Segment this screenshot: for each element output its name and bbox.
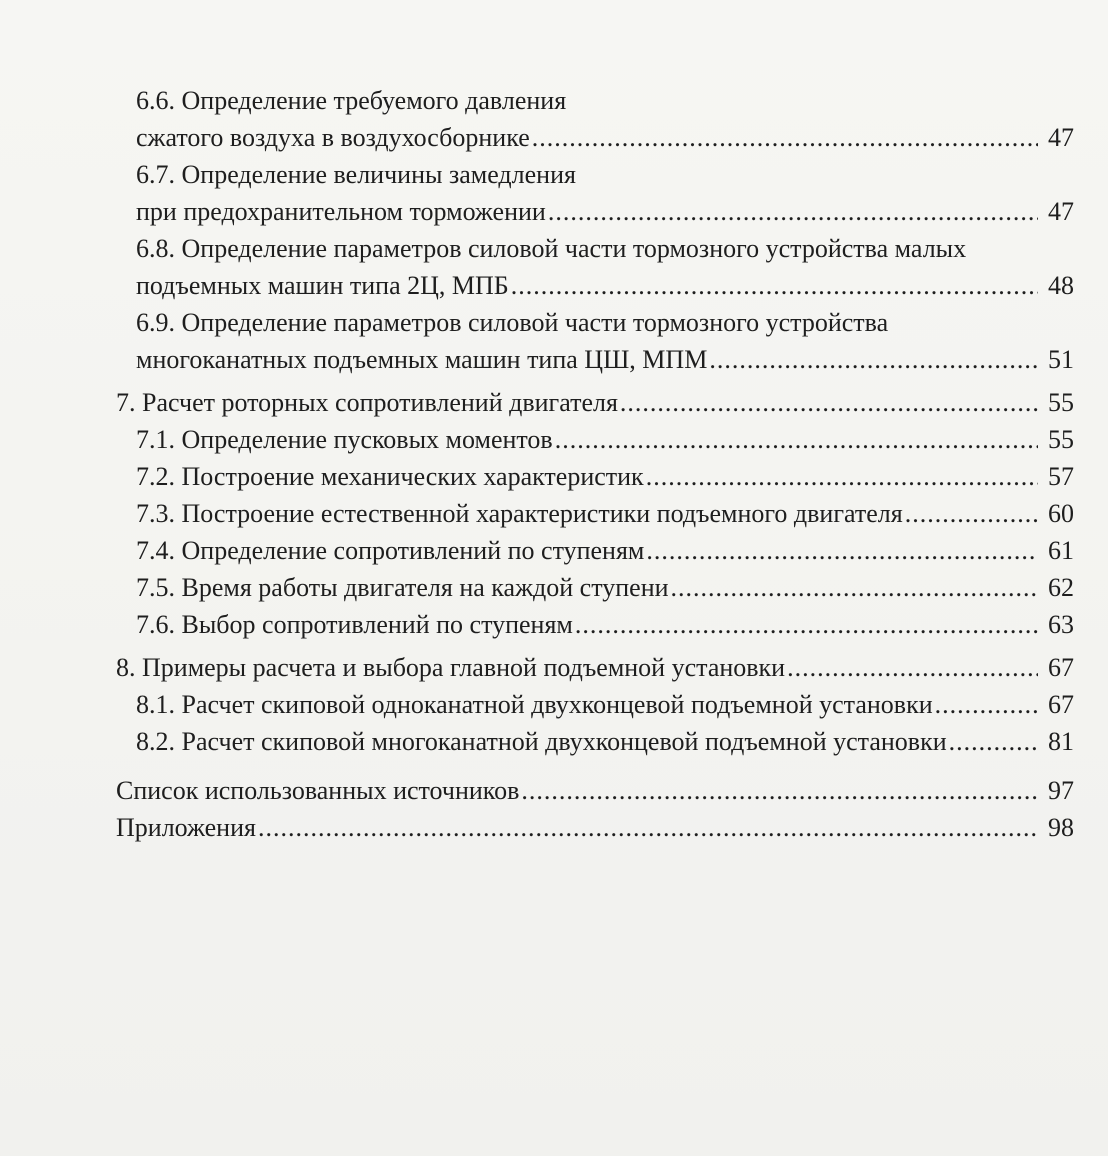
toc-page-number: 63	[1048, 610, 1074, 639]
toc-page-number: 81	[1048, 727, 1074, 756]
toc-entry-title: Список использованных источников	[116, 776, 520, 805]
toc-entry-title-line: 6.9. Определение параметров силовой части тормозного устройства	[136, 308, 889, 337]
toc-page-number: 67	[1048, 653, 1074, 682]
toc-entry-7-5	[110, 569, 1074, 606]
toc-entry-title: 7.1. Определение пусковых моментов	[136, 425, 553, 454]
toc-entry-8-2	[110, 723, 1074, 760]
toc-leader-dots	[555, 421, 1038, 458]
toc-entry-title: 7.2. Построение механических характеристик	[136, 462, 644, 491]
toc-page-number: 97	[1048, 776, 1074, 805]
toc-page-number: 61	[1048, 536, 1074, 565]
toc-page-number: 57	[1048, 462, 1074, 491]
toc-leader-dots	[620, 384, 1038, 421]
toc-entry-title: сжатого воздуха в воздухосборнике	[136, 123, 530, 152]
toc-entry-7-2	[110, 458, 1074, 495]
toc-leader-dots	[787, 649, 1038, 686]
toc-entry-sources	[110, 772, 1074, 809]
toc-leader-dots	[646, 458, 1038, 495]
toc-entry-6-7	[110, 156, 1074, 230]
toc-entry-title: при предохранительном торможении	[136, 197, 546, 226]
toc-page-number: 47	[1048, 197, 1074, 226]
toc-page-number: 98	[1048, 813, 1074, 842]
toc-leader-dots	[258, 809, 1038, 846]
toc-entry-title-line: 6.6. Определение требуемого давления	[136, 86, 567, 115]
toc-entry-6-9	[110, 304, 1074, 378]
toc-entry-7-4	[110, 532, 1074, 569]
toc-entry-title: 7. Расчет роторных сопротивлений двигателя	[116, 388, 618, 417]
toc-entry-title: 7.5. Время работы двигателя на каждой ступени	[136, 573, 669, 602]
toc-entry-title: многоканатных подъемных машин типа ЦШ, МПМ	[136, 345, 708, 374]
toc-leader-dots	[511, 267, 1038, 304]
toc-leader-dots	[575, 606, 1038, 643]
toc-page-number: 47	[1048, 123, 1074, 152]
toc-leader-dots	[935, 686, 1038, 723]
toc-leader-dots	[646, 532, 1038, 569]
toc-leader-dots	[709, 341, 1038, 378]
toc-leader-dots	[532, 119, 1038, 156]
toc-leader-dots	[949, 723, 1038, 760]
toc-entry-title: 8.1. Расчет скиповой одноканатной двухконцевой подъемной установки	[136, 690, 933, 719]
toc-entry-7	[110, 384, 1074, 421]
toc-page-number: 62	[1048, 573, 1074, 602]
toc-page-number: 55	[1048, 425, 1074, 454]
toc-page-number: 60	[1048, 499, 1074, 528]
toc-entry-title-line: 6.7. Определение величины замедления	[136, 160, 576, 189]
toc-entry-7-6	[110, 606, 1074, 643]
toc-entry-6-8	[110, 230, 1074, 304]
toc-leader-dots	[521, 772, 1038, 809]
table-of-contents	[110, 82, 1074, 846]
toc-entry-title: Приложения	[116, 813, 256, 842]
toc-entry-title: подъемных машин типа 2Ц, МПБ	[136, 271, 509, 300]
toc-entry-8-1	[110, 686, 1074, 723]
toc-entry-title-line: 6.8. Определение параметров силовой части тормозного устройства малых	[136, 234, 967, 263]
toc-entry-7-1	[110, 421, 1074, 458]
toc-leader-dots	[905, 495, 1038, 532]
toc-page-number: 48	[1048, 271, 1074, 300]
toc-entry-6-6	[110, 82, 1074, 156]
toc-entry-title: 7.6. Выбор сопротивлений по ступеням	[136, 610, 573, 639]
toc-entry-title: 8.2. Расчет скиповой многоканатной двухконцевой подъемной установки	[136, 727, 947, 756]
toc-entry-title: 7.3. Построение естественной характеристики подъемного двигателя	[136, 499, 903, 528]
toc-entry-title: 7.4. Определение сопротивлений по ступеням	[136, 536, 645, 565]
toc-entry-title: 8. Примеры расчета и выбора главной подъемной установки	[116, 653, 786, 682]
toc-leader-dots	[671, 569, 1038, 606]
toc-page-number: 67	[1048, 690, 1074, 719]
toc-page-number: 51	[1048, 345, 1074, 374]
toc-page-number: 55	[1048, 388, 1074, 417]
toc-leader-dots	[548, 193, 1038, 230]
toc-entry-8	[110, 649, 1074, 686]
toc-entry-7-3	[110, 495, 1074, 532]
toc-entry-appendices	[110, 809, 1074, 846]
